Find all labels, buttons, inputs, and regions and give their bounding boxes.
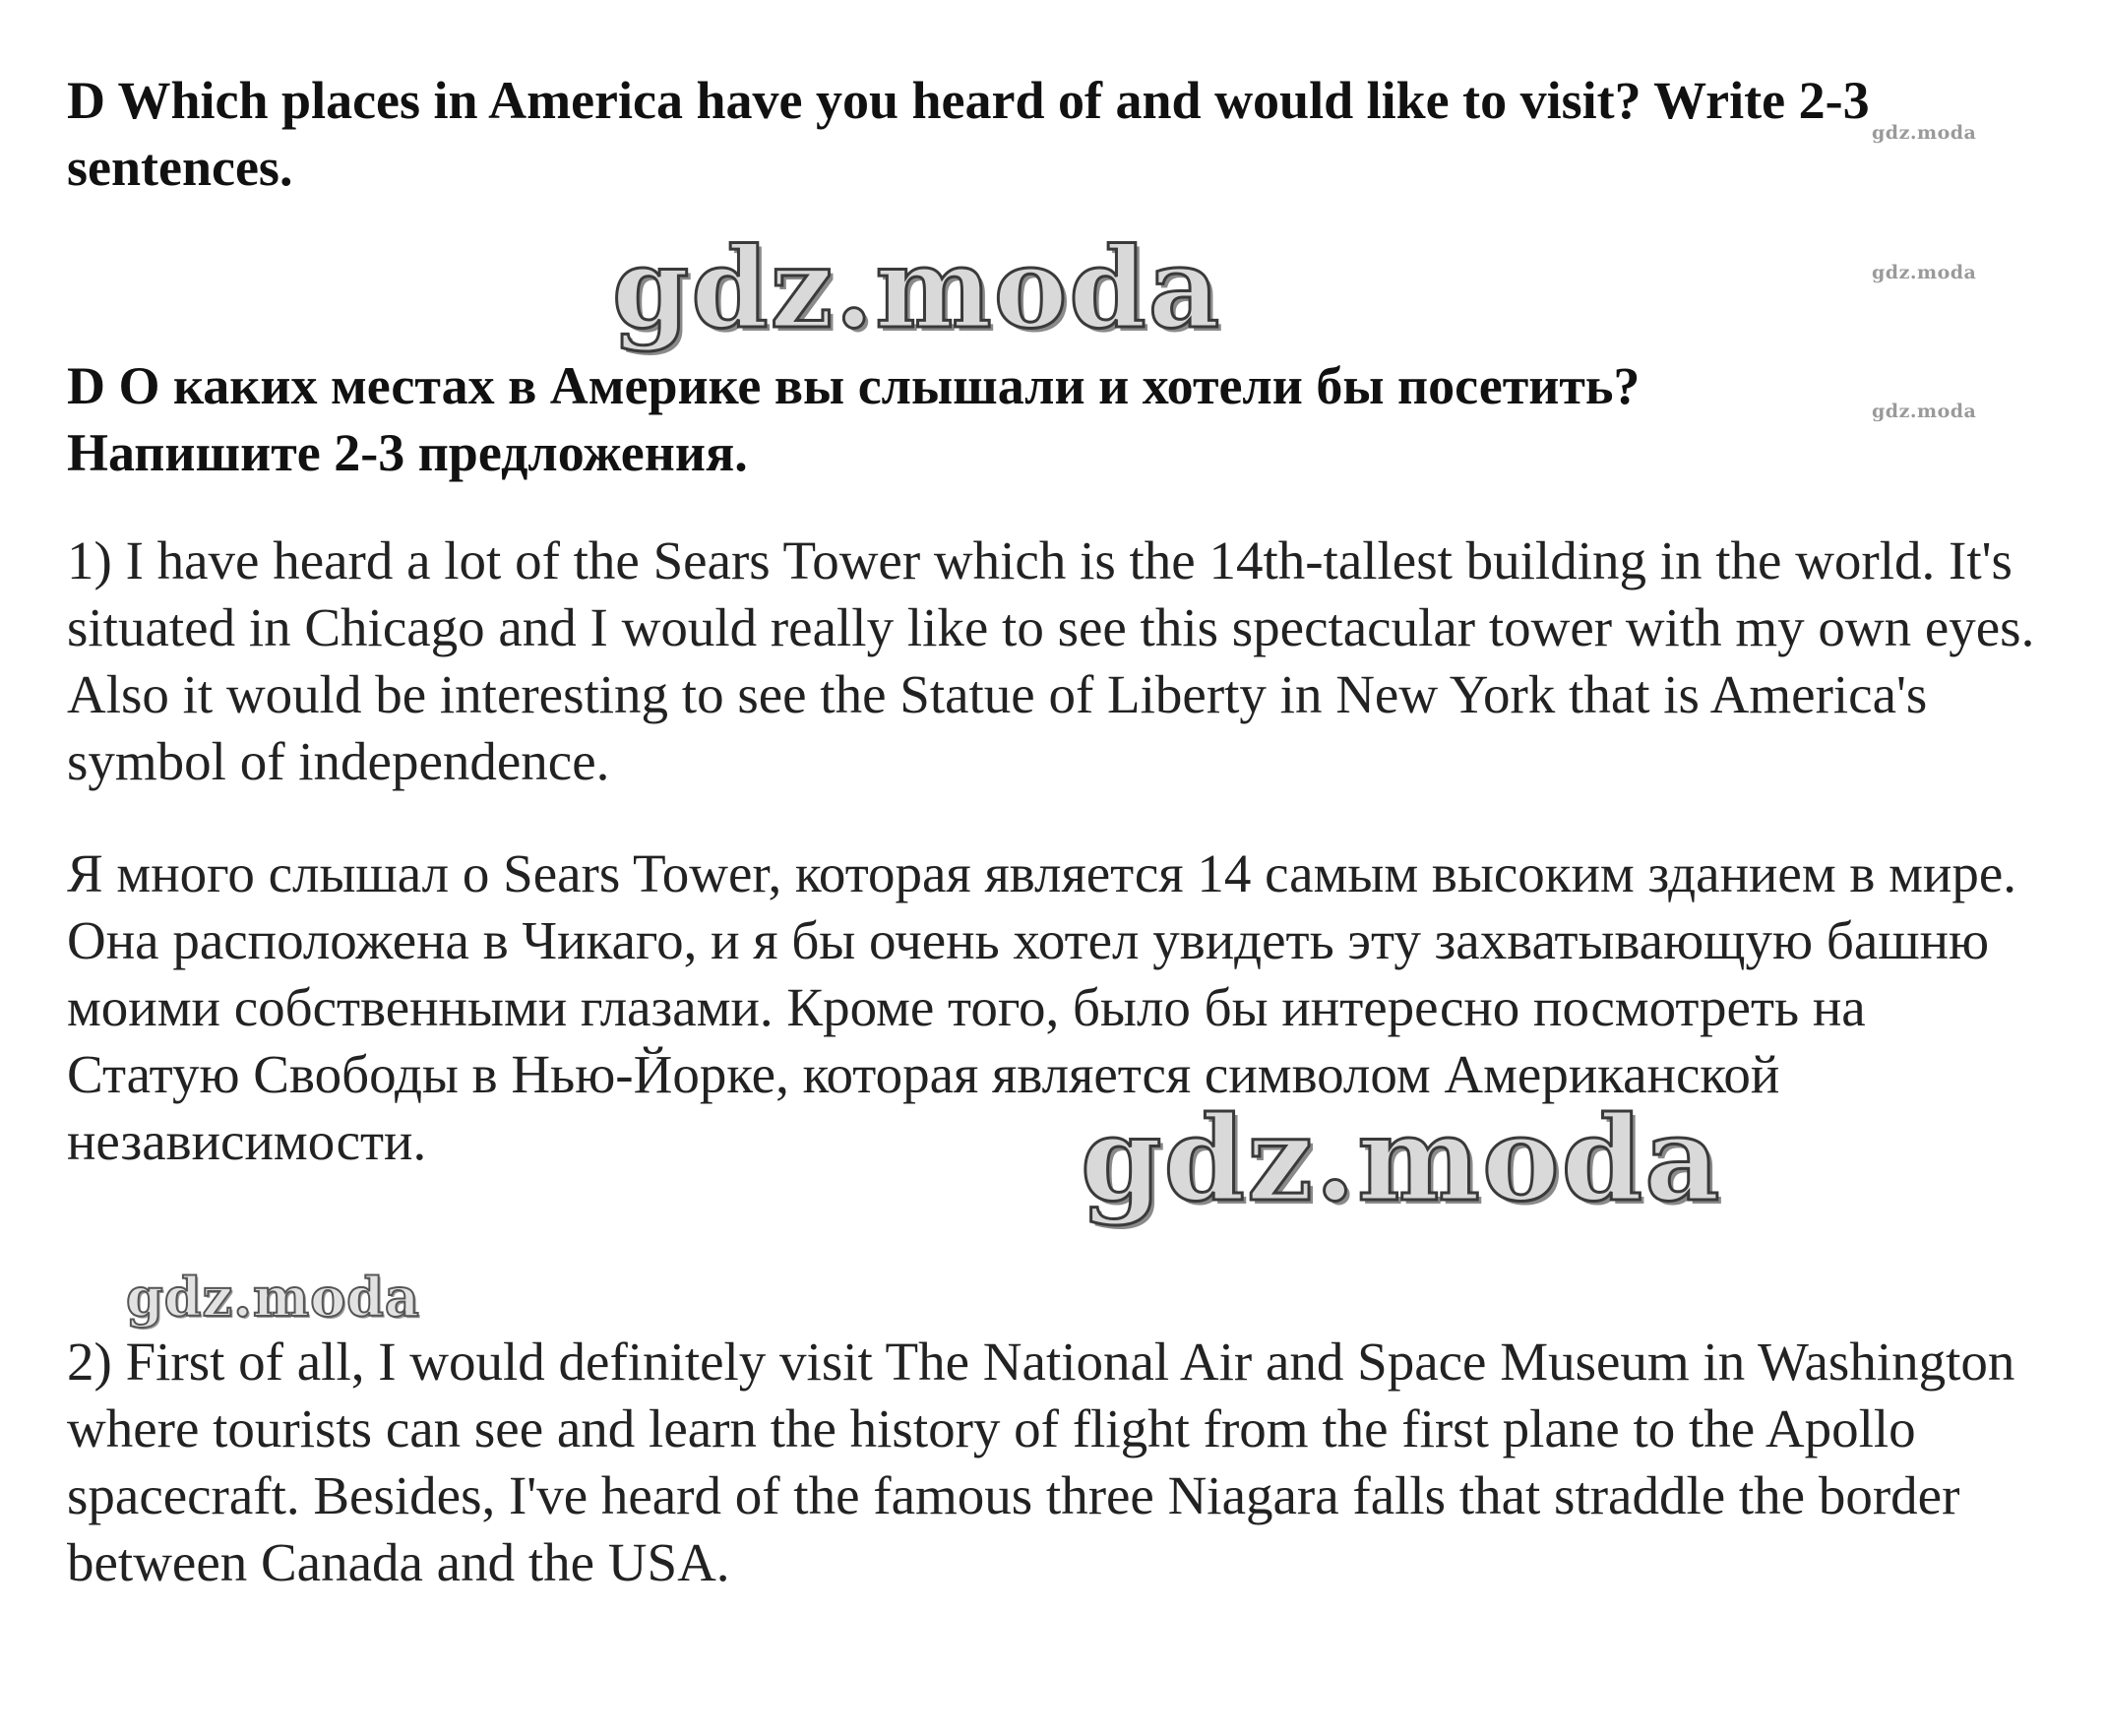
answer-2-english: 2) First of all, I would definitely visit The National Air and Space Museum in Washington where tourists can see and learn the history of flight from the first plane to the Apollo spacecraft. Besides, I've heard of the famous three Niagara falls that straddle the border between Canada and the USA. (67, 1332, 2015, 1592)
task-heading-english: D Which places in America have you heard of and would like to visit? Write 2-3 sentences. (67, 71, 1870, 197)
watermark-small: gdz.moda (1872, 401, 1977, 422)
watermark-large: gdz.moda (1081, 1090, 1722, 1227)
answer-1-russian: Я много слышал о Sears Tower, которая является 14 самым высоким зданием в мире. Она расположена в Чикаго, и я бы очень хотел увидеть эту захватывающую башню моими собственными глазами. Кроме того, было бы интересно посмотреть на Статую Свободы в Нью-Йорке, которая является символом Американской независимости. (67, 843, 2017, 1171)
answer-1-english: 1) I have heard a lot of the Sears Tower which is the 14th-tallest building in the world. It's situated in Chicago and I would really like to see this spectacular tower with my own eyes. Also it would be interesting to see the Statue of Liberty in New York that is America's symbol of independence. (67, 530, 2035, 791)
watermark-large: gdz.moda (612, 224, 1222, 353)
watermark-medium: gdz.moda (126, 1266, 420, 1329)
watermark-small: gdz.moda (1872, 122, 1977, 144)
watermark-small: gdz.moda (1872, 262, 1977, 283)
task-heading-russian: D О каких местах в Америке вы слышали и хотели бы посетить? Напишите 2-3 предложения. (67, 356, 1641, 482)
